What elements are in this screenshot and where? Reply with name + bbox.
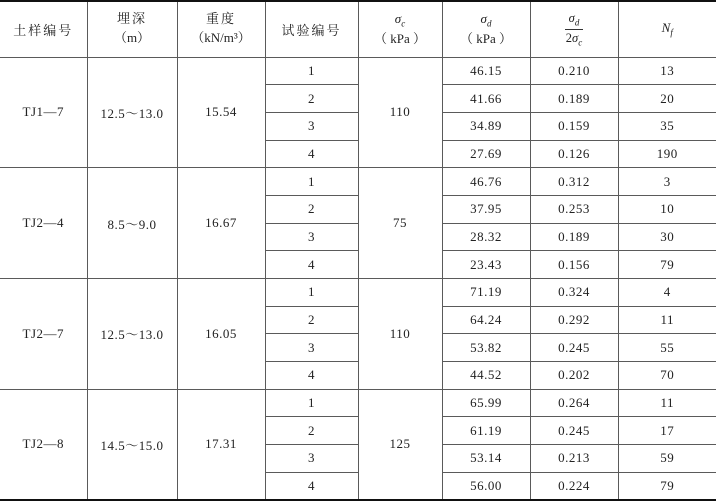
unit-weight-cell: 16.67 — [177, 168, 265, 279]
sigma-c-cell: 110 — [358, 57, 442, 168]
table-row — [0, 168, 716, 196]
test-no-cell: 4 — [265, 472, 358, 500]
test-no-cell: 2 — [265, 306, 358, 334]
nf-cell: 3 — [618, 168, 716, 196]
table-body — [0, 57, 716, 500]
stress-ratio-fraction — [565, 11, 584, 48]
sigma-d-unit: （ kPa ） — [459, 31, 512, 47]
header-stress-ratio — [530, 1, 618, 57]
test-no-cell: 3 — [265, 445, 358, 473]
stress-ratio-cell: 0.312 — [530, 168, 618, 196]
sigma-d-cell: 44.52 — [442, 362, 530, 390]
test-no-cell: 3 — [265, 112, 358, 140]
test-no-cell: 2 — [265, 85, 358, 113]
sample-id-cell: TJ2—7 — [0, 279, 87, 390]
unit-weight-cell: 16.05 — [177, 279, 265, 390]
sample-id-cell: TJ2—4 — [0, 168, 87, 279]
nf-cell: 11 — [618, 306, 716, 334]
test-no-cell: 4 — [265, 140, 358, 168]
unit-weight-cell: 17.31 — [177, 389, 265, 500]
nf-cell: 13 — [618, 57, 716, 85]
nf-cell: 20 — [618, 85, 716, 113]
stress-ratio-cell: 0.324 — [530, 279, 618, 307]
sigma-c-cell: 125 — [358, 389, 442, 500]
stress-ratio-cell: 0.159 — [530, 112, 618, 140]
sigma-d-cell: 46.76 — [442, 168, 530, 196]
stress-ratio-cell: 0.156 — [530, 251, 618, 279]
table-row — [0, 279, 716, 307]
test-no-cell: 4 — [265, 362, 358, 390]
nf-cell: 11 — [618, 389, 716, 417]
sigma-d-cell: 53.82 — [442, 334, 530, 362]
sigma-d-cell: 64.24 — [442, 306, 530, 334]
header-depth: 埋深 （m） — [87, 1, 177, 57]
sigma-c-symbol: $\sigma_c$ — [394, 10, 406, 29]
test-no-cell: 3 — [265, 334, 358, 362]
depth-cell: 8.5～9.0 — [87, 168, 177, 279]
sigma-d-cell: 23.43 — [442, 251, 530, 279]
sigma-c-unit: （ kPa ） — [373, 31, 426, 47]
depth-cell: 12.5～13.0 — [87, 279, 177, 390]
stress-ratio-cell: 0.292 — [530, 306, 618, 334]
depth-cell: 12.5～13.0 — [87, 57, 177, 168]
sigma-c-cell: 110 — [358, 279, 442, 390]
stress-ratio-cell: 0.264 — [530, 389, 618, 417]
nf-cell: 79 — [618, 472, 716, 500]
header-sample-id: 土样编号 — [0, 1, 87, 57]
test-no-cell: 1 — [265, 389, 358, 417]
depth-cell: 14.5～15.0 — [87, 389, 177, 500]
test-no-cell: 1 — [265, 168, 358, 196]
test-no-cell: 4 — [265, 251, 358, 279]
sigma-d-cell: 28.32 — [442, 223, 530, 251]
unit-weight-cell: 15.54 — [177, 57, 265, 168]
nf-cell: 10 — [618, 195, 716, 223]
fraction-denominator: $2\sigma_c$ — [565, 30, 583, 48]
nf-cell: 4 — [618, 279, 716, 307]
nf-cell: 30 — [618, 223, 716, 251]
header-sigma-d — [442, 1, 530, 57]
sigma-d-cell: 61.19 — [442, 417, 530, 445]
stress-ratio-cell: 0.189 — [530, 85, 618, 113]
table-row — [0, 57, 716, 85]
test-no-cell: 2 — [265, 195, 358, 223]
sigma-d-cell: 46.15 — [442, 57, 530, 85]
header-test-no: 试验编号 — [265, 1, 358, 57]
table-header — [0, 1, 716, 57]
test-no-cell: 1 — [265, 279, 358, 307]
sigma-d-cell: 41.66 — [442, 85, 530, 113]
sigma-d-cell: 34.89 — [442, 112, 530, 140]
test-no-cell: 1 — [265, 57, 358, 85]
nf-cell: 55 — [618, 334, 716, 362]
sigma-d-cell: 27.69 — [442, 140, 530, 168]
sigma-d-cell: 71.19 — [442, 279, 530, 307]
stress-ratio-cell: 0.245 — [530, 417, 618, 445]
test-no-cell: 3 — [265, 223, 358, 251]
fraction-numerator: $\sigma_d$ — [565, 11, 584, 30]
header-row — [0, 1, 716, 57]
stress-ratio-cell: 0.210 — [530, 57, 618, 85]
sigma-c-cell: 75 — [358, 168, 442, 279]
nf-symbol: $N_f$ — [661, 20, 673, 39]
nf-cell: 70 — [618, 362, 716, 390]
sample-id-cell: TJ2—8 — [0, 389, 87, 500]
sigma-d-cell: 65.99 — [442, 389, 530, 417]
nf-cell: 79 — [618, 251, 716, 279]
sigma-d-symbol: $\sigma_d$ — [480, 10, 492, 29]
stress-ratio-cell: 0.202 — [530, 362, 618, 390]
sigma-d-cell: 53.14 — [442, 445, 530, 473]
header-unit-weight: 重度 （kN/m³） — [177, 1, 265, 57]
stress-ratio-cell: 0.224 — [530, 472, 618, 500]
nf-cell: 17 — [618, 417, 716, 445]
sigma-d-cell: 56.00 — [442, 472, 530, 500]
nf-cell: 59 — [618, 445, 716, 473]
header-nf — [618, 1, 716, 57]
table-row — [0, 389, 716, 417]
sample-id-cell: TJ1—7 — [0, 57, 87, 168]
test-no-cell: 2 — [265, 417, 358, 445]
stress-ratio-cell: 0.126 — [530, 140, 618, 168]
stress-ratio-cell: 0.189 — [530, 223, 618, 251]
sigma-d-cell: 37.95 — [442, 195, 530, 223]
stress-ratio-cell: 0.213 — [530, 445, 618, 473]
nf-cell: 190 — [618, 140, 716, 168]
stress-ratio-cell: 0.245 — [530, 334, 618, 362]
stress-ratio-cell: 0.253 — [530, 195, 618, 223]
header-sigma-c — [358, 1, 442, 57]
nf-cell: 35 — [618, 112, 716, 140]
